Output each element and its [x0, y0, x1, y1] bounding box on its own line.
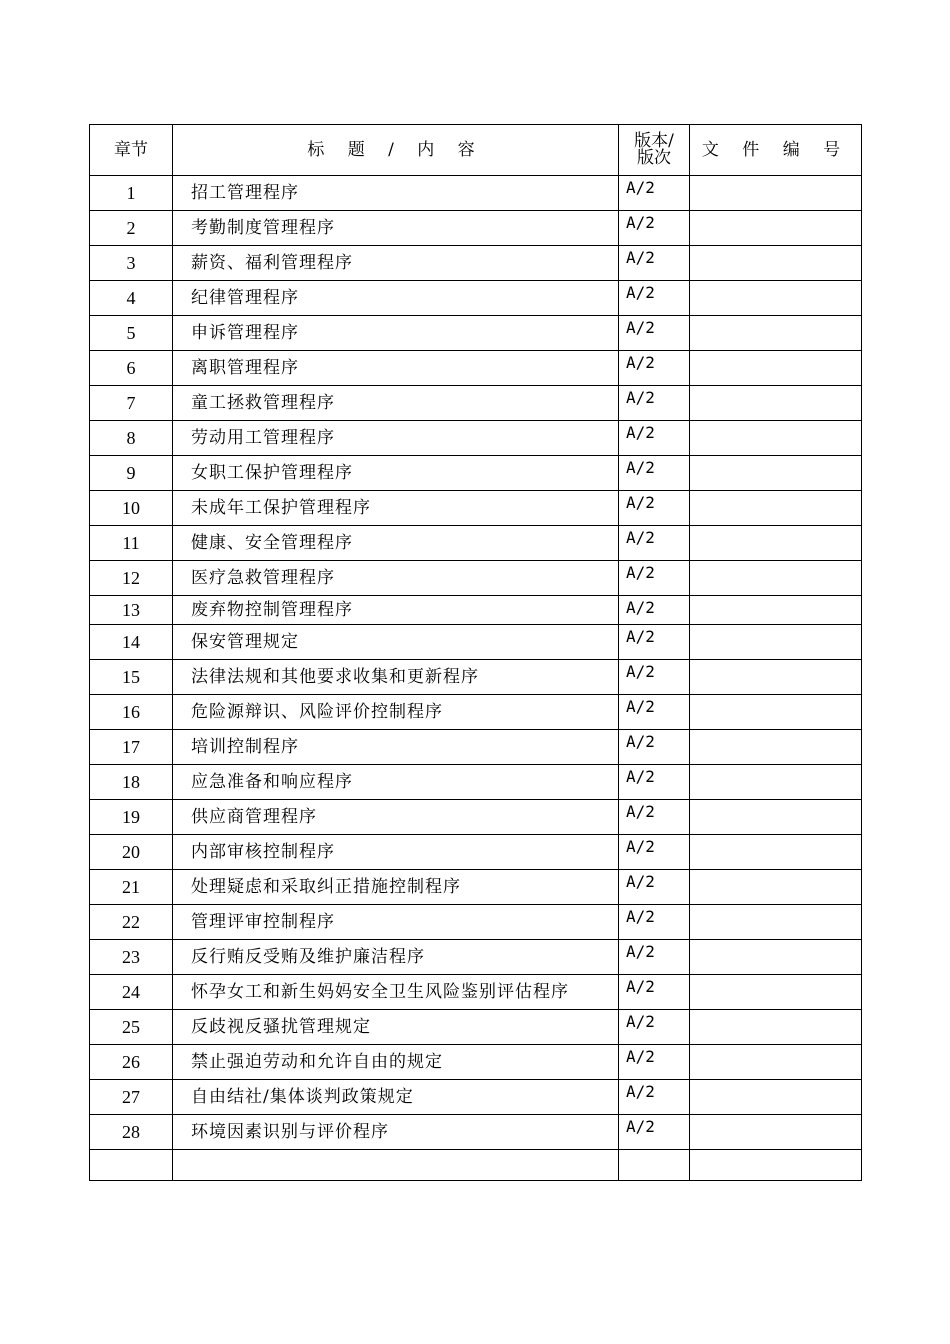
row-number: 15: [90, 660, 173, 695]
table-row: [90, 491, 862, 526]
table-row: [90, 870, 862, 905]
row-number: 9: [90, 456, 173, 491]
row-doc-number: [690, 975, 862, 1010]
table-row: [90, 1080, 862, 1115]
row-title: 法律法规和其他要求收集和更新程序: [173, 660, 619, 695]
row-version: A/2: [619, 561, 690, 596]
table-row: [90, 800, 862, 835]
table-row: [90, 561, 862, 596]
row-doc-number: [690, 765, 862, 800]
row-title: 供应商管理程序: [173, 800, 619, 835]
row-doc-number: [690, 281, 862, 316]
row-doc-number: [690, 905, 862, 940]
table-row: [90, 386, 862, 421]
row-doc-number: [690, 835, 862, 870]
row-number: 19: [90, 800, 173, 835]
row-version: A/2: [619, 800, 690, 835]
row-number: 3: [90, 246, 173, 281]
row-doc-number: [690, 1080, 862, 1115]
table-row: [90, 281, 862, 316]
row-version: A/2: [619, 625, 690, 660]
row-doc-number: [690, 625, 862, 660]
row-number: 26: [90, 1045, 173, 1080]
row-number: 20: [90, 835, 173, 870]
row-title: 废弃物控制管理程序: [173, 596, 619, 625]
row-doc-number: [690, 351, 862, 386]
row-title: 保安管理规定: [173, 625, 619, 660]
row-number: 22: [90, 905, 173, 940]
row-title: 管理评审控制程序: [173, 905, 619, 940]
row-title: 童工拯救管理程序: [173, 386, 619, 421]
row-version: A/2: [619, 1080, 690, 1115]
row-doc-number: [690, 561, 862, 596]
row-version: A/2: [619, 386, 690, 421]
row-version: A/2: [619, 1010, 690, 1045]
row-title: 危险源辩识、风险评价控制程序: [173, 695, 619, 730]
row-doc-number: [690, 1045, 862, 1080]
row-version: A/2: [619, 1115, 690, 1150]
row-doc-number: [690, 1010, 862, 1045]
table-row: [90, 596, 862, 625]
table-row: [90, 695, 862, 730]
row-number: 16: [90, 695, 173, 730]
row-version: A/2: [619, 351, 690, 386]
row-title: 处理疑虑和采取纠正措施控制程序: [173, 870, 619, 905]
row-version: A/2: [619, 211, 690, 246]
row-title: 培训控制程序: [173, 730, 619, 765]
row-title: 劳动用工管理程序: [173, 421, 619, 456]
row-version: A/2: [619, 421, 690, 456]
row-doc-number: [690, 246, 862, 281]
table-row: [90, 421, 862, 456]
row-version: A/2: [619, 596, 690, 625]
row-doc-number: [690, 176, 862, 211]
row-version: A/2: [619, 870, 690, 905]
table-row: [90, 1115, 862, 1150]
row-doc-number: [690, 1115, 862, 1150]
row-version: A/2: [619, 905, 690, 940]
header-version: [619, 125, 690, 176]
row-title: 怀孕女工和新生妈妈安全卫生风险鉴别评估程序: [173, 975, 619, 1010]
row-number: 2: [90, 211, 173, 246]
row-number: 13: [90, 596, 173, 625]
row-version: A/2: [619, 660, 690, 695]
table-header-row: [90, 125, 862, 176]
header-doc-number: 文 件 编 号: [690, 125, 862, 176]
table-row: [90, 1045, 862, 1080]
row-title: 女职工保护管理程序: [173, 456, 619, 491]
row-doc-number: [690, 421, 862, 456]
row-number: 18: [90, 765, 173, 800]
row-number: 6: [90, 351, 173, 386]
row-doc-number: [690, 870, 862, 905]
row-doc-number: [690, 695, 862, 730]
row-title: 自由结社/集体谈判政策规定: [173, 1080, 619, 1115]
row-number: 8: [90, 421, 173, 456]
row-doc-number: [690, 316, 862, 351]
table-row: [90, 176, 862, 211]
row-version: A/2: [619, 1045, 690, 1080]
row-title: 应急准备和响应程序: [173, 765, 619, 800]
row-title: 申诉管理程序: [173, 316, 619, 351]
header-title: 标 题 / 内 容: [173, 125, 619, 176]
table-row: [90, 625, 862, 660]
row-doc-number: [690, 491, 862, 526]
row-title: 禁止强迫劳动和允许自由的规定: [173, 1045, 619, 1080]
row-number: 7: [90, 386, 173, 421]
row-version: A/2: [619, 281, 690, 316]
row-version: A/2: [619, 730, 690, 765]
row-doc-number: [690, 730, 862, 765]
table-row: [90, 905, 862, 940]
row-doc-number: [690, 211, 862, 246]
row-version: A/2: [619, 940, 690, 975]
table-row: [90, 975, 862, 1010]
row-title: 薪资、福利管理程序: [173, 246, 619, 281]
row-number: 10: [90, 491, 173, 526]
row-title: 纪律管理程序: [173, 281, 619, 316]
row-version: A/2: [619, 316, 690, 351]
row-number: 14: [90, 625, 173, 660]
table-row: [90, 456, 862, 491]
row-doc-number: [690, 660, 862, 695]
row-title: 健康、安全管理程序: [173, 526, 619, 561]
row-number: 23: [90, 940, 173, 975]
row-title: 招工管理程序: [173, 176, 619, 211]
row-doc-number: [690, 940, 862, 975]
row-doc-number: [690, 386, 862, 421]
procedure-index-table: [89, 124, 862, 1181]
header-version-line1: 版本/: [634, 131, 674, 151]
row-number: 21: [90, 870, 173, 905]
row-number: 5: [90, 316, 173, 351]
row-number: 1: [90, 176, 173, 211]
blank-row: [90, 1150, 862, 1181]
row-version: A/2: [619, 456, 690, 491]
row-title: 未成年工保护管理程序: [173, 491, 619, 526]
row-title: 考勤制度管理程序: [173, 211, 619, 246]
row-doc-number: [690, 456, 862, 491]
table-row: [90, 1010, 862, 1045]
table-row: [90, 940, 862, 975]
row-title: 反行贿反受贿及维护廉洁程序: [173, 940, 619, 975]
row-doc-number: [690, 596, 862, 625]
row-version: A/2: [619, 246, 690, 281]
row-title: 环境因素识别与评价程序: [173, 1115, 619, 1150]
row-version: A/2: [619, 176, 690, 211]
row-number: 17: [90, 730, 173, 765]
row-doc-number: [690, 800, 862, 835]
row-doc-number: [690, 526, 862, 561]
table-row: [90, 351, 862, 386]
header-chapter: 章节: [90, 125, 173, 176]
table-row: [90, 765, 862, 800]
row-version: A/2: [619, 695, 690, 730]
row-title: 反歧视反骚扰管理规定: [173, 1010, 619, 1045]
row-number: 25: [90, 1010, 173, 1045]
row-version: A/2: [619, 835, 690, 870]
table-row: [90, 316, 862, 351]
row-number: 24: [90, 975, 173, 1010]
row-number: 4: [90, 281, 173, 316]
row-version: A/2: [619, 526, 690, 561]
table-row: [90, 660, 862, 695]
table-row: [90, 730, 862, 765]
table-row: [90, 835, 862, 870]
row-number: 27: [90, 1080, 173, 1115]
table-row: [90, 211, 862, 246]
table-row: [90, 526, 862, 561]
table-row: [90, 246, 862, 281]
row-number: 28: [90, 1115, 173, 1150]
header-version-line2: 版次: [637, 148, 671, 168]
row-version: A/2: [619, 765, 690, 800]
row-title: 内部审核控制程序: [173, 835, 619, 870]
row-number: 11: [90, 526, 173, 561]
row-number: 12: [90, 561, 173, 596]
row-title: 医疗急救管理程序: [173, 561, 619, 596]
row-title: 离职管理程序: [173, 351, 619, 386]
row-version: A/2: [619, 491, 690, 526]
row-version: A/2: [619, 975, 690, 1010]
